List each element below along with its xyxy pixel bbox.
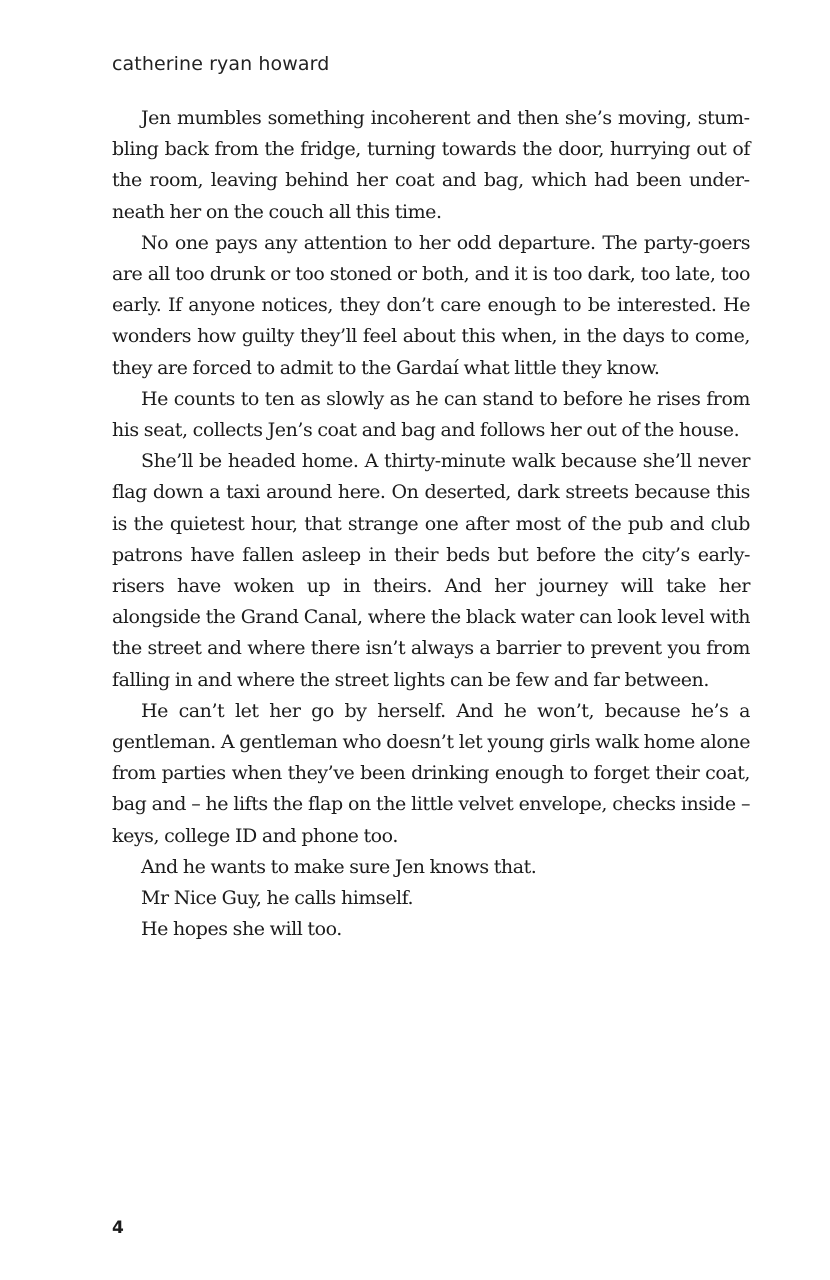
paragraph: Mr Nice Guy, he calls himself.	[141, 887, 414, 910]
paragraph: Jen mumbles something incoherent and then she’s moving, stumbling back from the fridge, turning towards the door, hurrying out of the room, leaving behind her coat and bag, which had been underneath her on the couch all this time.	[112, 107, 750, 223]
body-text	[112, 103, 750, 945]
paragraph: He hopes she will too.	[141, 918, 342, 941]
running-head: catherine ryan howard	[112, 53, 330, 75]
paragraph: He can’t let her go by herself. And he won’t, because he’s a gentleman. A gentleman who doesn’t let young girls walk home alone from parties when they’ve been drinking enough to forget their coat, bag and – he lifts the flap on the little velvet envelope, checks inside – keys, college ID and phone too.	[112, 699, 750, 847]
page-number: 4	[112, 1218, 124, 1238]
paragraph: He counts to ten as slowly as he can stand to before he rises from his seat, collects Jen’s coat and bag and follows her out of the house.	[112, 387, 750, 442]
paragraph: No one pays any attention to her odd departure. The party-goers are all too drunk or too stoned or both, and it is too dark, too late, too early. If anyone notices, they don’t care enough to be interested. He wonders how guilty they’ll feel about this when, in the days to come, they are forced to admit to the Gardaí what little they know.	[112, 231, 750, 379]
paragraph: And he wants to make sure Jen knows that.	[141, 855, 537, 878]
paragraph: She’ll be headed home. A thirty-minute walk because she’ll never flag down a taxi around here. On deserted, dark streets because this is the quietest hour, that strange one after most of the pub and club patrons have fallen asleep in their beds but before the city’s early-risers have woken up in theirs. And her journey will take her alongside the Grand Canal, where the black water can look level with the street and where there isn’t always a barrier to prevent you from falling in and where the street lights can be few and far between.	[112, 450, 750, 691]
